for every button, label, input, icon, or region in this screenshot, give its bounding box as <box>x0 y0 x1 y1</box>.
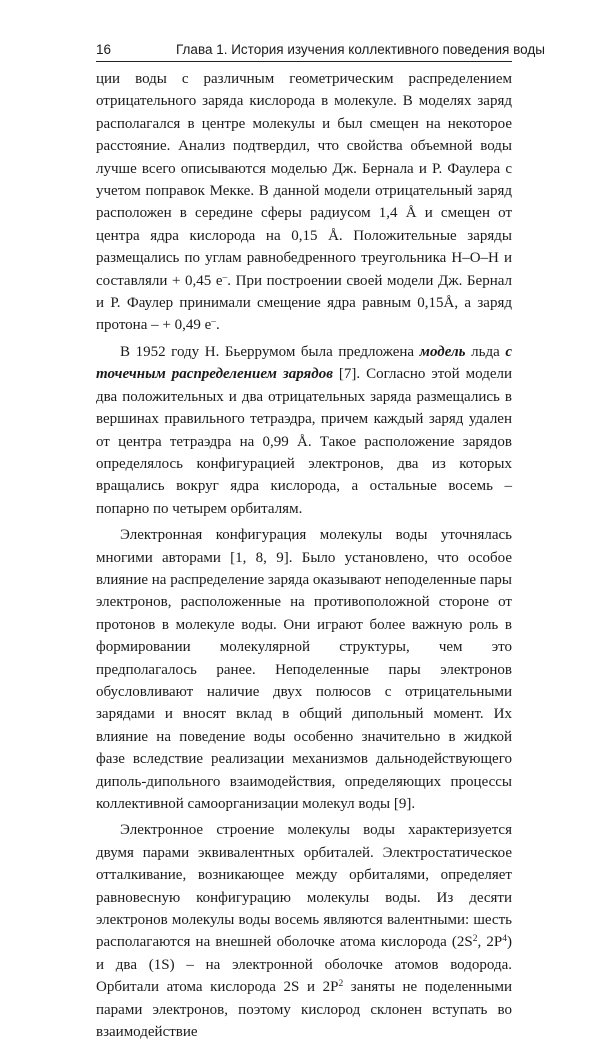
orbital-superscript: 2 <box>338 979 344 990</box>
paragraph-2 <box>96 341 512 520</box>
paragraph-1 <box>96 68 512 337</box>
paragraph-text: заняты не поделенными парами электронов, поэтому кислород склонен вступать во взаимодействие <box>96 979 512 1041</box>
chapter-title: Глава 1. История изучения коллективного поведения воды <box>176 42 545 57</box>
orbital-superscript: 4 <box>502 934 507 945</box>
page-body <box>96 68 512 1043</box>
charge-superscript: – <box>211 317 216 328</box>
paragraph-text: . <box>216 317 220 334</box>
paragraph-text: Электронное строение молекулы воды характеризуется двумя парами эквивалентных орбиталей. Электростатическое отталкивание, возникающее между орбиталями, определяет равновесную конфигурацию молекулы воды. Из десяти электронов молекулы воды восемь являются валентными: шесть располагаются на внешней оболочке атома кислорода (2S <box>96 822 512 951</box>
emphasis-term: модель <box>419 343 466 360</box>
paragraph-text: В 1952 году Н. Бьеррумом была предложена <box>120 343 420 360</box>
running-header <box>96 42 545 60</box>
paragraph-text: ) и два (1S) – на электронной оболочке атомов водорода. Орбитали атома кислорода 2S и 2P <box>96 934 512 996</box>
paragraph-4 <box>96 819 512 1043</box>
paragraph-text: [7]. Согласно этой модели два положительных и два отрицательных заряда размещались в вершинах правильного тетраэдра, причем каждый заряд удален от центра тетраэдра на 0,99 Å. Такое расположение зарядов определялось конфигурацией электронов, два из которых вращались вокруг ядра кислорода, а остальные восемь – попарно по четырем орбиталям. <box>96 366 513 517</box>
paragraph-text: ции воды с различным геометрическим распределением отрицательного заряда кислорода в молекуле. В моделях заряд располагался в центре молекулы и был смещен на некоторое расстояние. Анализ подтвердил, что свойства объемной воды лучше всего описываются моделью Дж. Бернала и Р. Фаулера с учетом поправок Мекке. В данной модели отрицательный заряд расположен в середине сферы радиусом 1,4 Å и смещен от центра ядра кислорода на 0,15 Å. Положительные заряды размещались по углам равнобедренного треугольника H–O–H и составляли + 0,45 e <box>96 71 512 289</box>
charge-superscript: – <box>222 272 228 283</box>
paragraph-3: Электронная конфигурация молекулы воды уточнялась многими авторами [1, 8, 9]. Было установлено, что особое влияние на распределение заряда оказывают неподеленные пары электронов, расположенные на противоположной стороне от протонов в молекуле воды. Они играют более важную роль в формировании молекулярной структуры, чем это предполагалось ранее. Неподеленные пары электронов обусловливают наличие двух полюсов с отрицательными зарядами и вносят вклад в общий дипольный момент. Их влияние на поведение воды особенно значительно в жидкой фазе вследствие реализации механизмов дальнодействующего диполь-дипольного взаимодействия, определяющих процессы коллективной самоорганизации молекул воды [9]. <box>96 527 513 812</box>
orbital-superscript: 2 <box>472 934 478 945</box>
paragraph-text: льда <box>465 343 506 360</box>
paragraph-text: , 2P <box>477 934 503 951</box>
paragraph-text: . При построении своей модели Дж. Бернал и Р. Фаулер принимали смещение ядра равным 0,15Å, а заряд протона – + 0,49 e <box>96 272 512 334</box>
page-number: 16 <box>96 42 112 57</box>
header-rule <box>96 61 512 62</box>
emphasis-term: с точечным распределением зарядов <box>96 343 512 383</box>
